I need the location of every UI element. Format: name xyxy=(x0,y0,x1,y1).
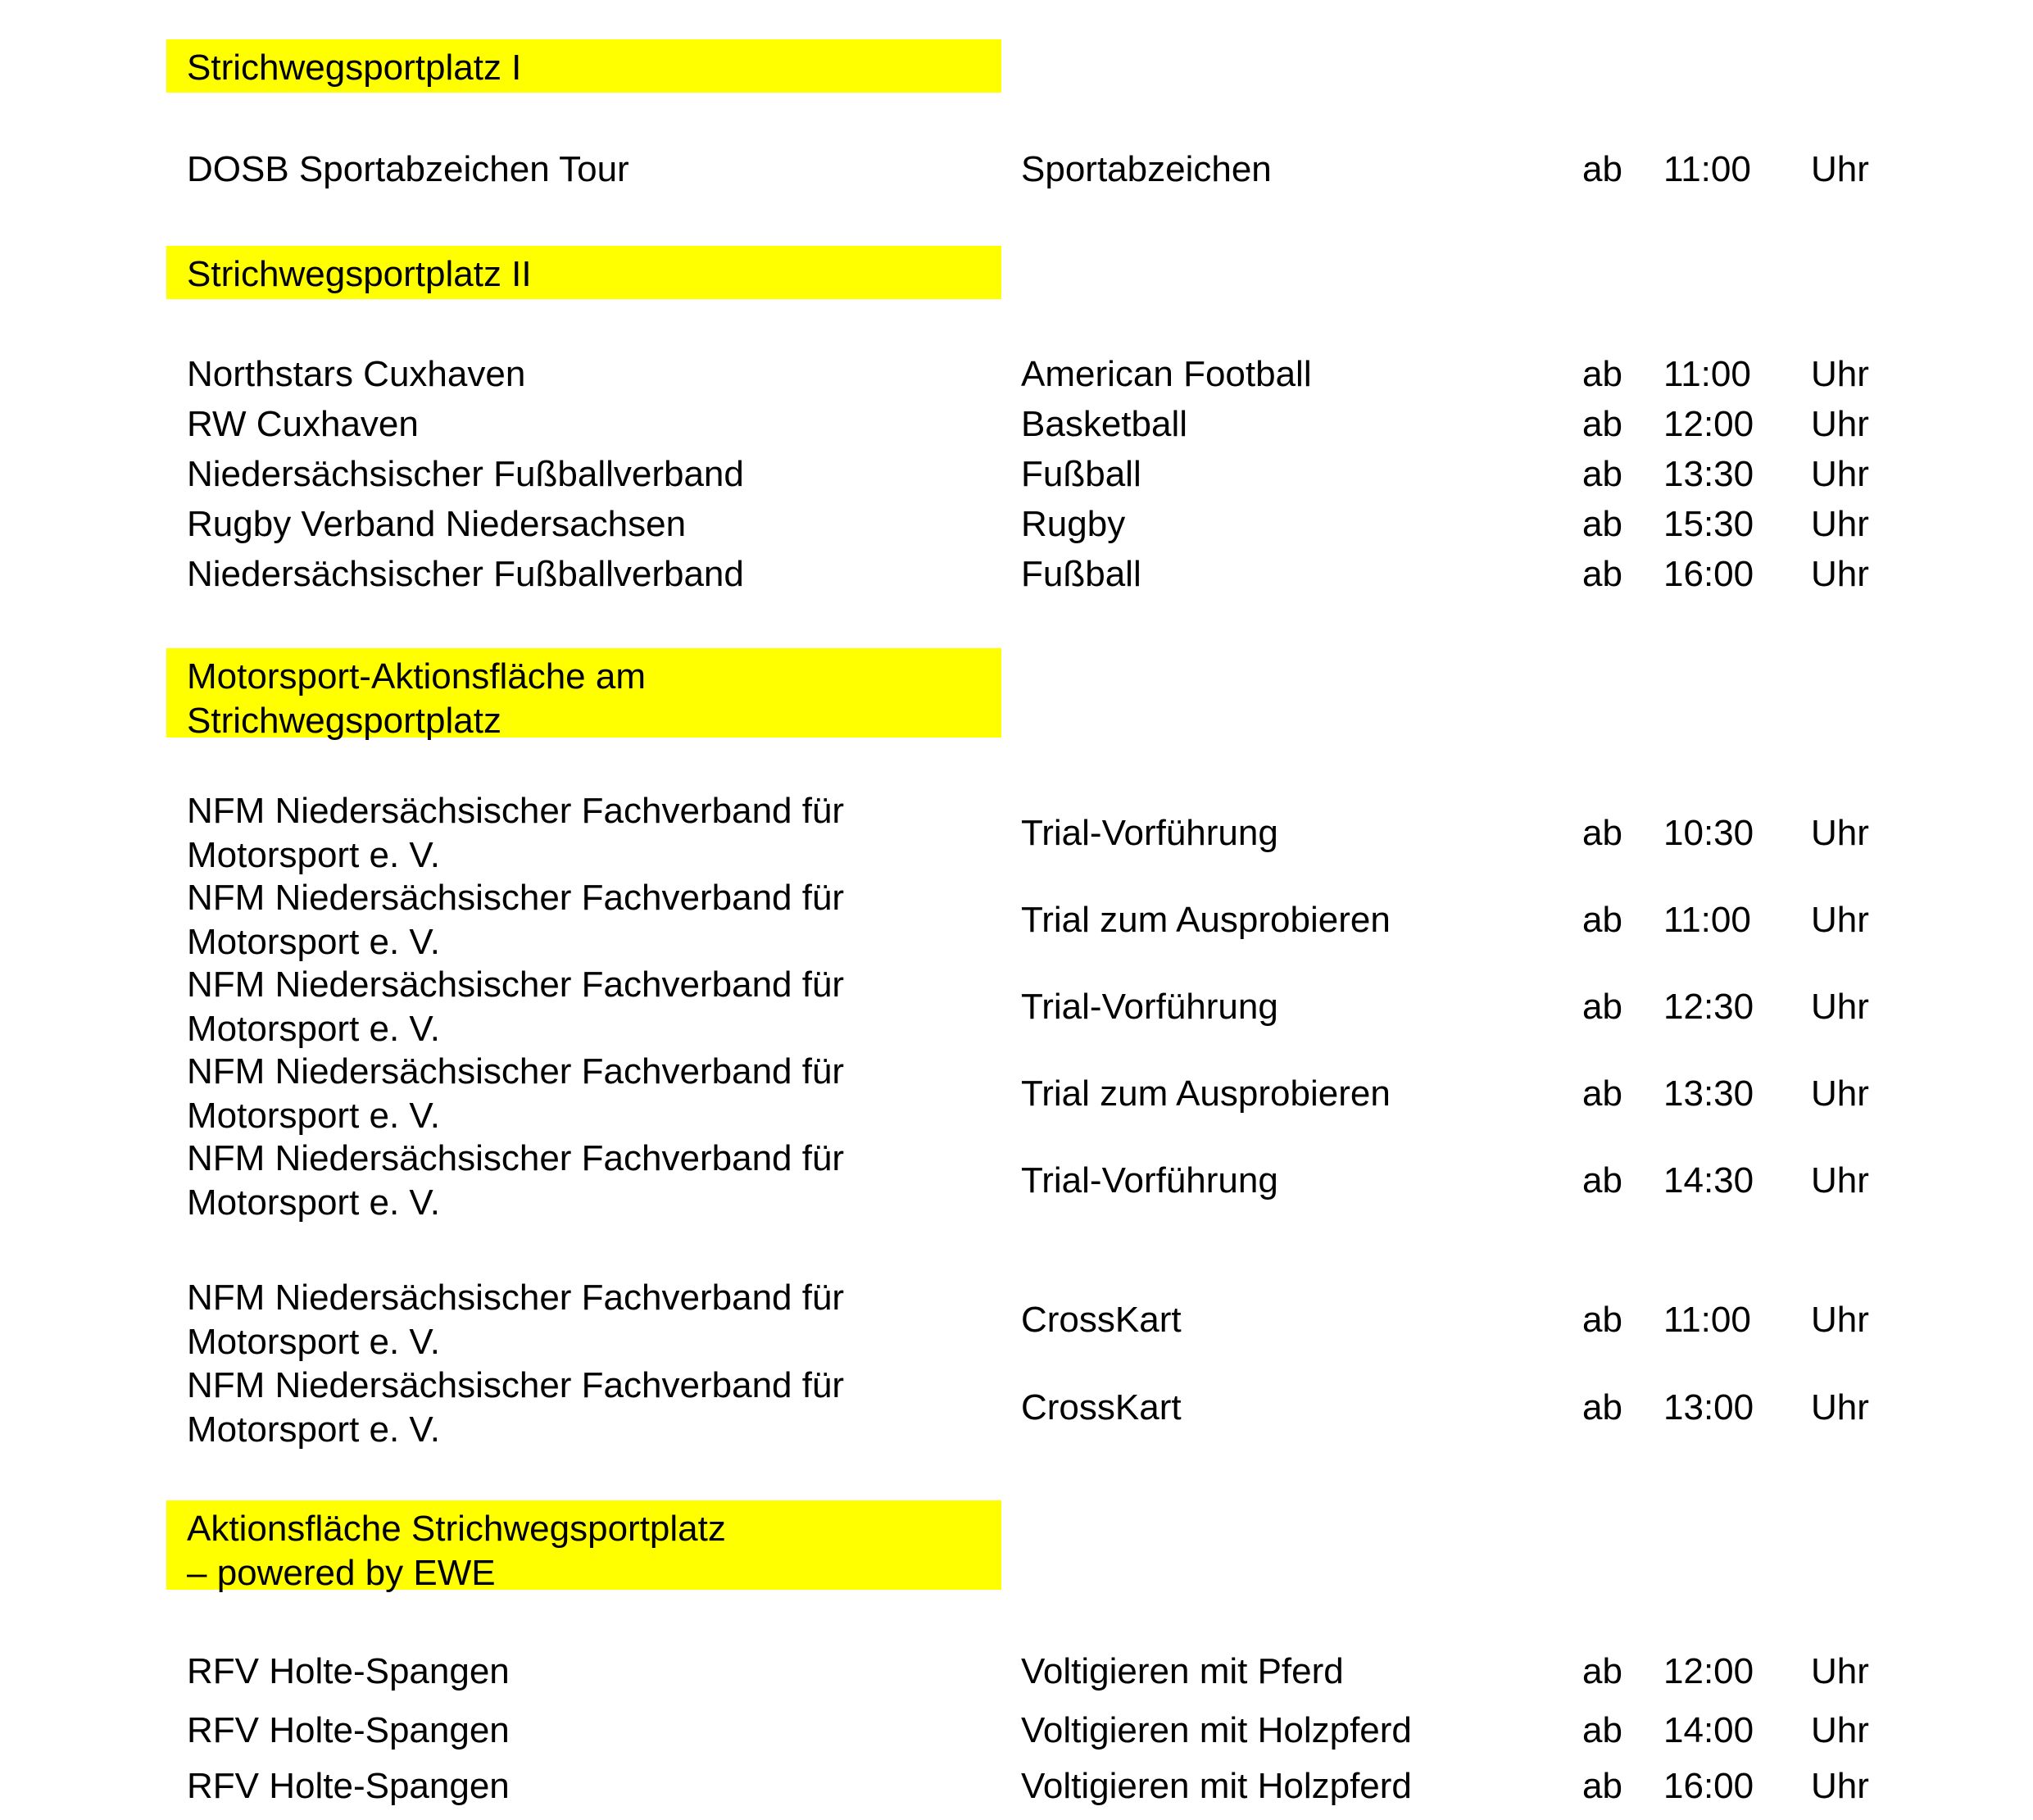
time-unit: Uhr xyxy=(1811,1651,1869,1691)
from-label: ab xyxy=(1582,813,1622,853)
start-time: 13:30 xyxy=(1663,454,1754,494)
activity: Trial-Vorführung xyxy=(1021,987,1278,1027)
activity: Trial zum Ausprobieren xyxy=(1021,1073,1391,1114)
organization xyxy=(187,876,892,964)
organization: RFV Holte-Spangen xyxy=(187,1710,510,1750)
activity: Fußball xyxy=(1021,454,1141,494)
from-label: ab xyxy=(1582,149,1622,189)
activity: Rugby xyxy=(1021,504,1126,544)
from-label: ab xyxy=(1582,1766,1622,1806)
from-label: ab xyxy=(1582,454,1622,494)
organization: Niedersächsischer Fußballverband xyxy=(187,454,744,494)
section-title: Motorsport-Aktionsfläche am xyxy=(187,656,646,697)
from-label: ab xyxy=(1582,404,1622,444)
organization xyxy=(187,789,892,878)
organization-line: Motorsport e. V. xyxy=(187,922,440,962)
time-unit: Uhr xyxy=(1811,404,1869,444)
start-time: 13:30 xyxy=(1663,1073,1754,1114)
from-label: ab xyxy=(1582,900,1622,940)
from-label: ab xyxy=(1582,354,1622,394)
organization-line: NFM Niedersächsischer Fachverband für xyxy=(187,878,845,918)
time-unit: Uhr xyxy=(1811,454,1869,494)
activity: Basketball xyxy=(1021,404,1188,444)
section-title: Strichwegsportplatz II xyxy=(187,254,532,294)
organization-line: NFM Niedersächsischer Fachverband für xyxy=(187,1138,845,1178)
activity: Trial-Vorführung xyxy=(1021,813,1278,853)
time-unit: Uhr xyxy=(1811,504,1869,544)
activity: Fußball xyxy=(1021,554,1141,594)
start-time: 16:00 xyxy=(1663,554,1754,594)
from-label: ab xyxy=(1582,1073,1622,1114)
organization: Rugby Verband Niedersachsen xyxy=(187,504,687,544)
organization-line: NFM Niedersächsischer Fachverband für xyxy=(187,791,845,831)
start-time: 15:30 xyxy=(1663,504,1754,544)
activity: CrossKart xyxy=(1021,1387,1182,1427)
from-label: ab xyxy=(1582,1710,1622,1750)
section-title: – powered by EWE xyxy=(187,1553,496,1593)
organization xyxy=(187,1276,892,1364)
organization xyxy=(187,1364,892,1452)
organization-line: NFM Niedersächsischer Fachverband für xyxy=(187,1278,845,1318)
from-label: ab xyxy=(1582,1387,1622,1427)
from-label: ab xyxy=(1582,1300,1622,1340)
section-header xyxy=(166,1500,1001,1593)
organization-line: Motorsport e. V. xyxy=(187,1096,440,1136)
organization-line: Motorsport e. V. xyxy=(187,1182,440,1223)
time-unit: Uhr xyxy=(1811,1160,1869,1200)
start-time: 11:00 xyxy=(1663,354,1751,394)
organization-line: Motorsport e. V. xyxy=(187,1009,440,1049)
start-time: 12:00 xyxy=(1663,404,1754,444)
activity: Voltigieren mit Holzpferd xyxy=(1021,1766,1412,1806)
activity: American Football xyxy=(1021,354,1312,394)
organization xyxy=(187,1137,892,1225)
time-unit: Uhr xyxy=(1811,1387,1869,1427)
from-label: ab xyxy=(1582,1160,1622,1200)
time-unit: Uhr xyxy=(1811,1710,1869,1750)
organization: RFV Holte-Spangen xyxy=(187,1651,510,1691)
start-time: 10:30 xyxy=(1663,813,1754,853)
organization-line: Motorsport e. V. xyxy=(187,1322,440,1362)
section-header xyxy=(166,39,1001,93)
organization-line: NFM Niedersächsischer Fachverband für xyxy=(187,964,845,1005)
organization: Niedersächsischer Fußballverband xyxy=(187,554,744,594)
organization-line: Motorsport e. V. xyxy=(187,1409,440,1450)
organization xyxy=(187,1050,892,1138)
start-time: 11:00 xyxy=(1663,1300,1751,1340)
time-unit: Uhr xyxy=(1811,354,1869,394)
time-unit: Uhr xyxy=(1811,149,1869,189)
section-title: Strichwegsportplatz I xyxy=(187,48,522,88)
organization: RFV Holte-Spangen xyxy=(187,1766,510,1806)
activity: Trial-Vorführung xyxy=(1021,1160,1278,1200)
time-unit: Uhr xyxy=(1811,987,1869,1027)
section-title: Aktionsfläche Strichwegsportplatz xyxy=(187,1509,726,1549)
start-time: 14:00 xyxy=(1663,1710,1754,1750)
time-unit: Uhr xyxy=(1811,900,1869,940)
start-time: 13:00 xyxy=(1663,1387,1754,1427)
section-header xyxy=(166,648,1001,741)
time-unit: Uhr xyxy=(1811,813,1869,853)
time-unit: Uhr xyxy=(1811,1073,1869,1114)
organization: Northstars Cuxhaven xyxy=(187,354,526,394)
from-label: ab xyxy=(1582,987,1622,1027)
activity: CrossKart xyxy=(1021,1300,1182,1340)
from-label: ab xyxy=(1582,1651,1622,1691)
organization: DOSB Sportabzeichen Tour xyxy=(187,149,629,189)
activity: Voltigieren mit Pferd xyxy=(1021,1651,1344,1691)
organization-line: NFM Niedersächsischer Fachverband für xyxy=(187,1365,845,1405)
time-unit: Uhr xyxy=(1811,1300,1869,1340)
start-time: 16:00 xyxy=(1663,1766,1754,1806)
section-header xyxy=(166,246,1001,299)
activity: Trial zum Ausprobieren xyxy=(1021,900,1391,940)
section-title: Strichwegsportplatz xyxy=(187,701,501,741)
time-unit: Uhr xyxy=(1811,554,1869,594)
from-label: ab xyxy=(1582,554,1622,594)
organization xyxy=(187,963,892,1051)
from-label: ab xyxy=(1582,504,1622,544)
organization-line: Motorsport e. V. xyxy=(187,835,440,875)
start-time: 11:00 xyxy=(1663,149,1751,189)
start-time: 12:00 xyxy=(1663,1651,1754,1691)
start-time: 14:30 xyxy=(1663,1160,1754,1200)
activity: Sportabzeichen xyxy=(1021,149,1272,189)
start-time: 12:30 xyxy=(1663,987,1754,1027)
organization-line: NFM Niedersächsischer Fachverband für xyxy=(187,1051,845,1092)
time-unit: Uhr xyxy=(1811,1766,1869,1806)
activity: Voltigieren mit Holzpferd xyxy=(1021,1710,1412,1750)
organization: RW Cuxhaven xyxy=(187,404,419,444)
start-time: 11:00 xyxy=(1663,900,1751,940)
